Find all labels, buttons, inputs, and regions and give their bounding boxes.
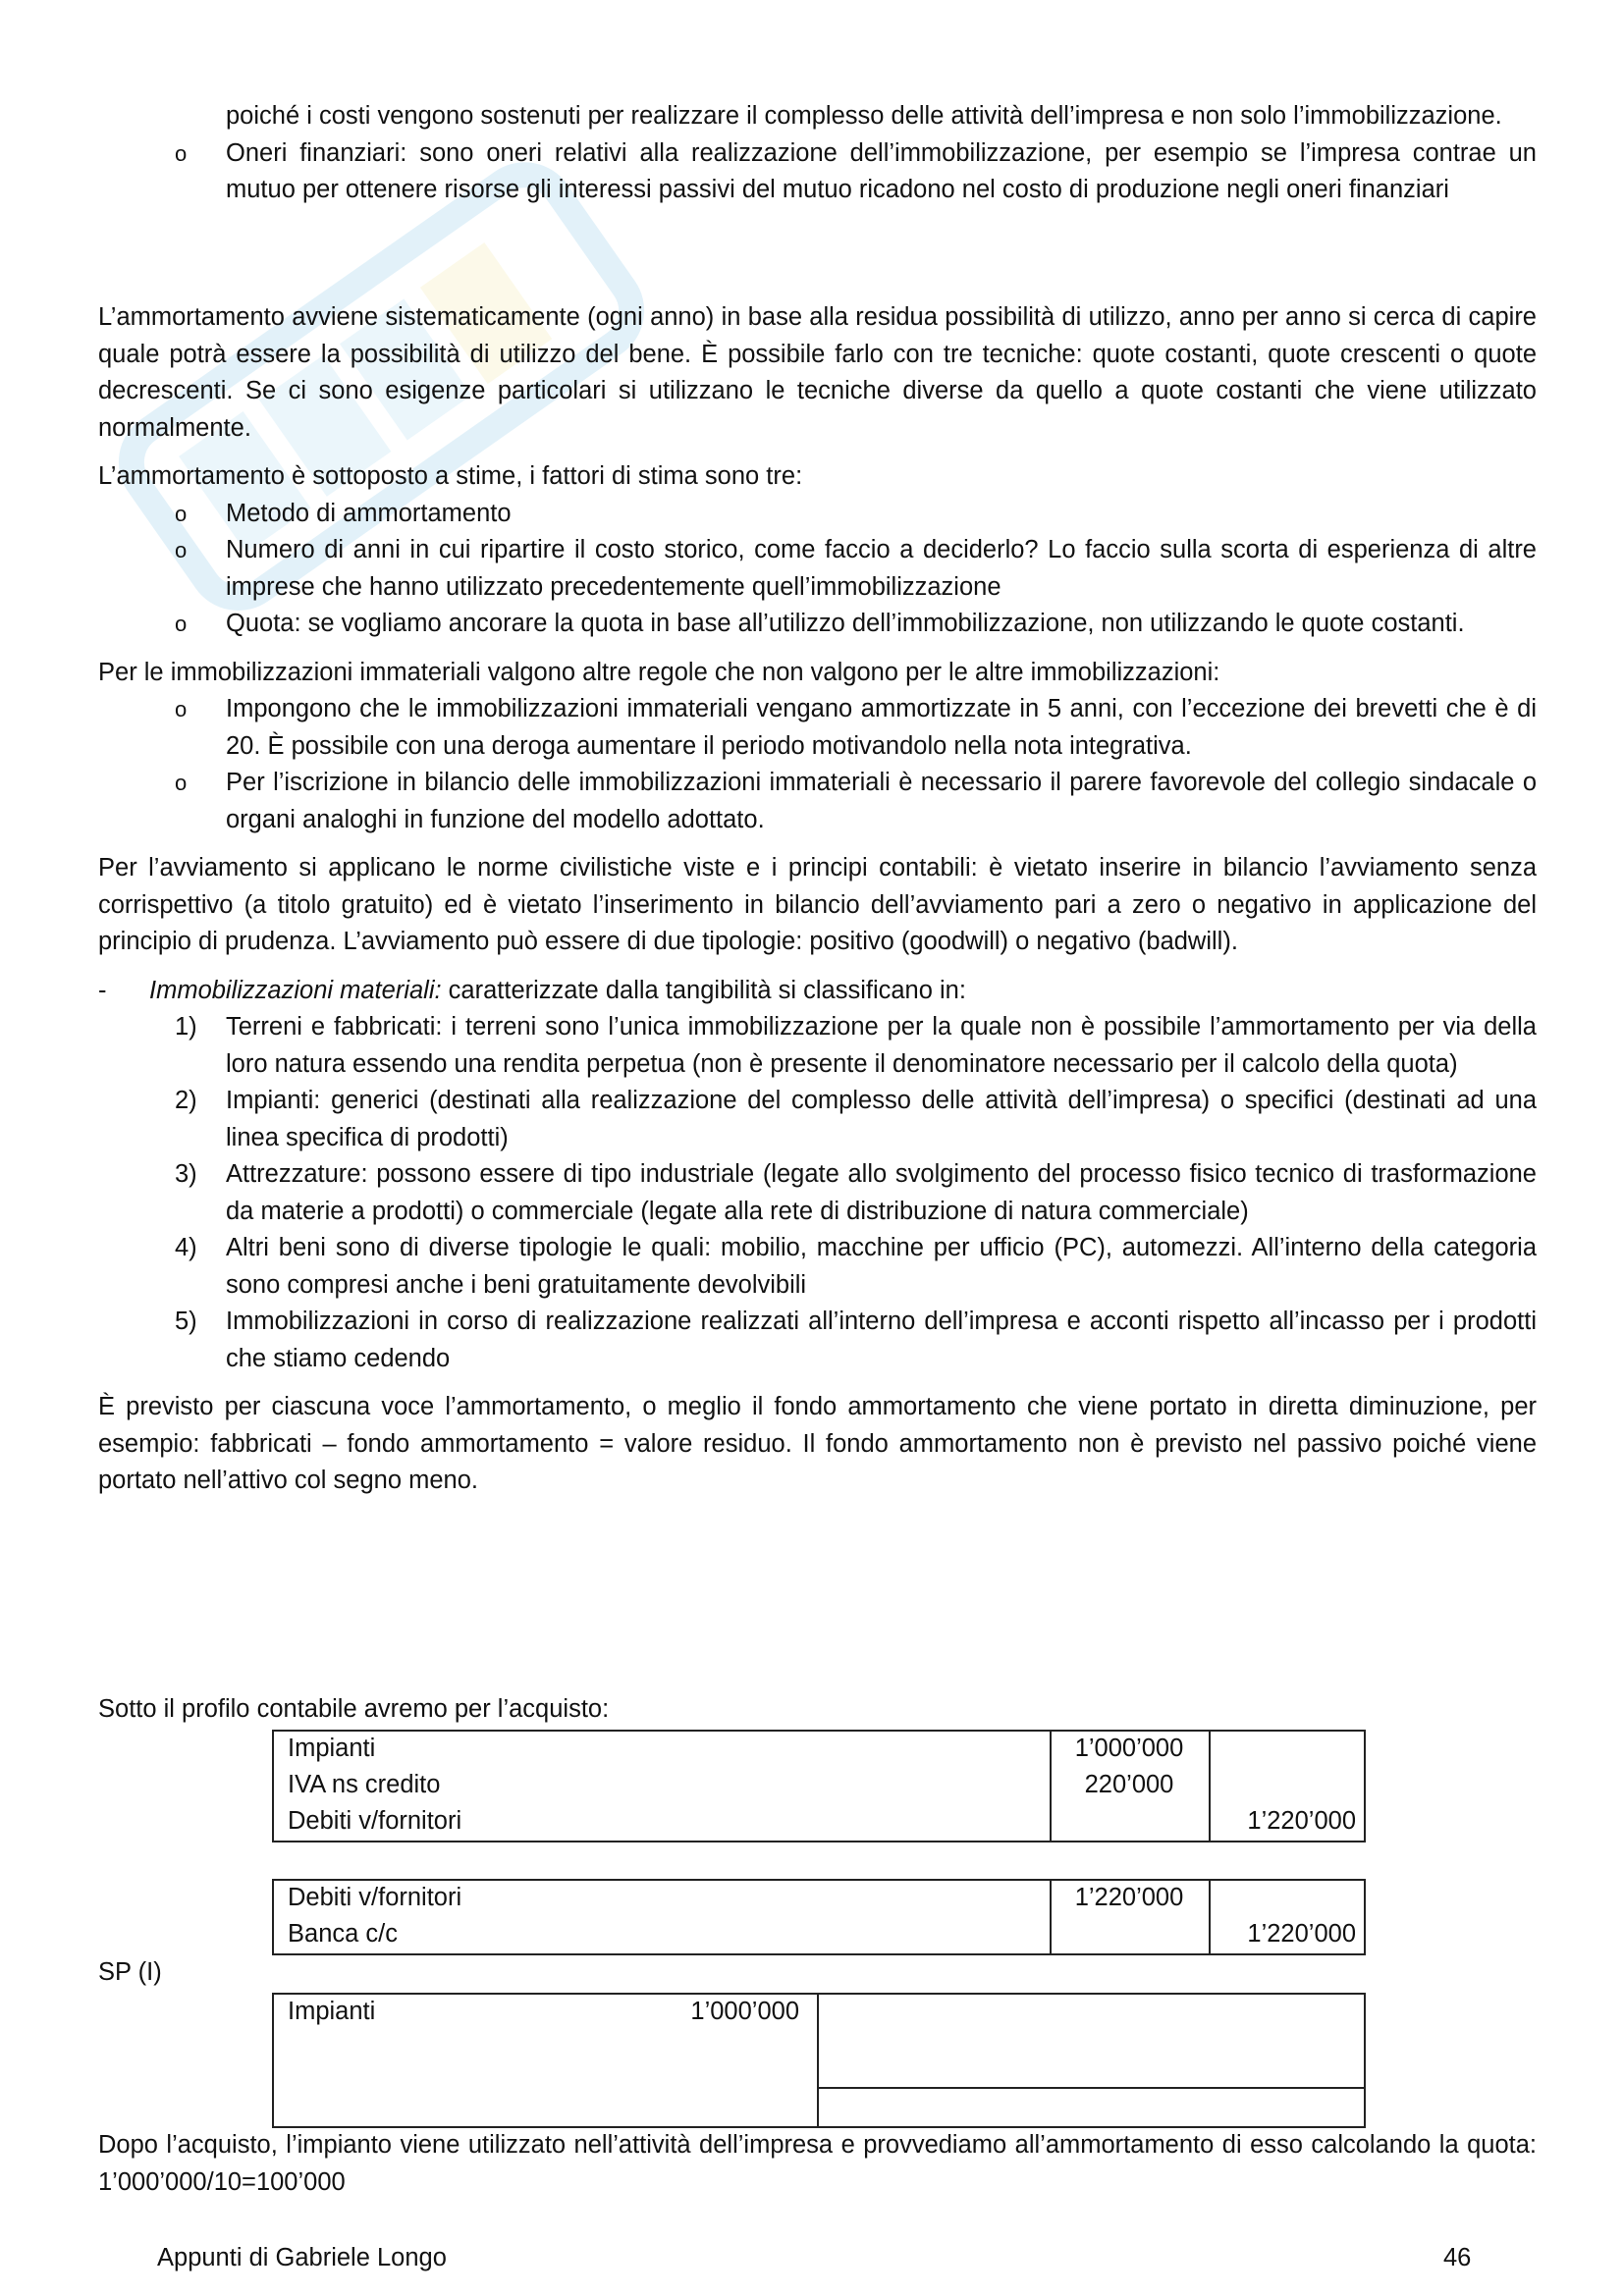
list-item — [98, 691, 1537, 765]
list-item-text: Impianti: generici (destinati alla realizzazione del complesso delle attività dell’impresa) o specifici (destinati ad una linea specifica di prodotti) — [226, 1087, 1537, 1151]
debit-amount: 1’220’000 — [1074, 1884, 1184, 1911]
paragraph-stime: L’ammortamento è sottoposto a stime, i fattori di stima sono tre: — [98, 462, 803, 490]
dash-marker: - — [98, 976, 107, 1004]
list-item — [98, 135, 1537, 209]
stime-list — [98, 496, 1537, 643]
materiali-heading — [98, 973, 1537, 1010]
materiali-title: Immobilizzazioni materiali: — [149, 976, 442, 1004]
bullet-icon: o — [175, 538, 188, 562]
list-number: 3) — [175, 1160, 197, 1188]
account-name: IVA ns credito — [288, 1771, 441, 1798]
paragraph-dopo: Dopo l’acquisto, l’impianto viene utilizzato nell’attività dell’impresa e provvediamo all’ammortamento di esso calcolando la quota: 1’000’000/10=100’000 — [98, 2131, 1537, 2196]
materiali-intro: caratterizzate dalla tangibilità si classificano in: — [441, 976, 966, 1004]
column-divider — [817, 1995, 819, 2126]
paragraph-acquisto: Sotto il profilo contabile avremo per l’acquisto: — [98, 1695, 610, 1723]
credit-amount: 1’220’000 — [1247, 1807, 1356, 1835]
bullet-icon: o — [175, 140, 188, 166]
list-item-text: Oneri finanziari: sono oneri relativi alla realizzazione dell’immobilizzazione, per esempio se l’impresa contrae un mutuo per ottenere risorse gli interessi passivi del mutuo ricadono nel costo di produzione negli oneri finanziari — [226, 138, 1537, 203]
list-item-text: Metodo di ammortamento — [226, 499, 512, 527]
bullet-icon: o — [175, 501, 188, 526]
credit-amount: 1’220’000 — [1247, 1920, 1356, 1948]
immateriali-list — [98, 691, 1537, 838]
list-item — [98, 1156, 1537, 1230]
list-item — [98, 1009, 1537, 1083]
list-item-text: Terreni e fabbricati: i terreni sono l’unica immobilizzazione per la quale non è possibile l’ammortamento per via della loro natura essendo una rendita perpetua (non è presente il denominatore necessario per il calcolo della quota) — [226, 1013, 1537, 1078]
t-account-impianti — [272, 1993, 1366, 2128]
list-number: 1) — [175, 1013, 197, 1041]
list-item-text: Immobilizzazioni in corso di realizzazione realizzati all’interno dell’impresa e acconti rispetto all’incasso per i prodotti che stiamo cedendo — [226, 1308, 1537, 1372]
account-name: Impianti — [288, 1998, 376, 2025]
list-item-text: Impongono che le immobilizzazioni immateriali vengano ammortizzate in 5 anni, con l’eccezione dei brevetti che è di 20. È possibile con una deroga aumentare il periodo motivandolo nella nota integrativa. — [226, 695, 1537, 760]
list-item — [98, 1230, 1537, 1304]
paragraph-ammortamento: L’ammortamento avviene sistematicamente (ogni anno) in base alla residua possibilità di utilizzo, anno per anno si cerca di capire quale potrà essere la possibilità di utilizzo del bene. È possibile farlo con tre tecniche: quote costanti, quote crescenti o quote decrescenti. Se ci sono esigenze particolari si utilizzano le tecniche diverse da quello a quote costanti che viene utilizzato normalmente. — [98, 303, 1537, 442]
list-item — [98, 606, 1537, 643]
bullet-icon: o — [175, 697, 188, 721]
journal-entry-payment — [272, 1879, 1366, 1955]
list-number: 2) — [175, 1087, 197, 1114]
materiali-list — [98, 1009, 1537, 1377]
list-item — [98, 1304, 1537, 1377]
intro-list — [98, 135, 1537, 209]
row-divider — [817, 2087, 1364, 2089]
debit-amount: 220’000 — [1084, 1771, 1174, 1798]
account-name: Impianti — [288, 1735, 376, 1762]
account-name: Debiti v/fornitori — [288, 1884, 462, 1911]
list-item — [98, 1083, 1537, 1156]
list-item-text: Attrezzature: possono essere di tipo industriale (legate allo svolgimento del processo fisico tecnico di trasformazione da materie a prodotti) o commerciale (legate alla rete di distribuzione di natura commerciale) — [226, 1160, 1537, 1225]
paragraph-fondo: È previsto per ciascuna voce l’ammortamento, o meglio il fondo ammortamento che viene portato in diretta diminuzione, per esempio: fabbricati – fondo ammortamento = valore residuo. Il fondo ammortamento non è previsto nel passivo poiché viene portato nell’attivo col segno meno. — [98, 1393, 1537, 1494]
list-number: 5) — [175, 1308, 197, 1335]
list-item — [98, 496, 1537, 533]
list-item — [98, 532, 1537, 606]
body-text — [98, 299, 1537, 1512]
paragraph-avviamento: Per l’avviamento si applicano le norme civilistiche viste e i principi contabili: è vietato inserire in bilancio l’avviamento senza corrispettivo (a titolo gratuito) ed è vietato l’inserimento in bilancio dell’avviamento pari a zero o negativo in applicazione del principio di prudenza. L’avviamento può essere di due tipologie: positivo (goodwill) o negativo (badwill). — [98, 854, 1537, 955]
list-item-text: Per l’iscrizione in bilancio delle immobilizzazioni immateriali è necessario il parere favorevole del collegio sindacale o organi analoghi in funzione del modello adottato. — [226, 769, 1537, 833]
journal-entry-purchase — [272, 1730, 1366, 1842]
sp-label: SP (I) — [98, 1958, 162, 1986]
footer-author: Appunti di Gabriele Longo — [157, 2244, 447, 2271]
list-item — [98, 765, 1537, 838]
list-number: 4) — [175, 1234, 197, 1261]
bullet-icon: o — [175, 771, 188, 795]
list-item-text: Numero di anni in cui ripartire il costo storico, come faccio a deciderlo? Lo faccio sulla scorta di esperienza di altre imprese che hanno utilizzato precedentemente quell’immobilizzazione — [226, 536, 1537, 601]
intro-continuation: poiché i costi vengono sostenuti per realizzare il complesso delle attività dell’impresa e non solo l’immobilizzazione. — [226, 102, 1502, 130]
debit-amount: 1’000’000 — [1074, 1735, 1184, 1762]
page-number: 46 — [1443, 2244, 1472, 2271]
debit-amount: 1’000’000 — [690, 1998, 799, 2025]
paragraph-immateriali: Per le immobilizzazioni immateriali valgono altre regole che non valgono per le altre immobilizzazioni: — [98, 658, 1220, 686]
list-item-text: Altri beni sono di diverse tipologie le quali: mobilio, macchine per ufficio (PC), automezzi. All’interno della categoria sono compresi anche i beni gratuitamente devolvibili — [226, 1234, 1537, 1299]
intro-section — [98, 98, 1537, 209]
account-name: Banca c/c — [288, 1920, 398, 1948]
account-name: Debiti v/fornitori — [288, 1807, 462, 1835]
list-item-text: Quota: se vogliamo ancorare la quota in base all’utilizzo dell’immobilizzazione, non utilizzando le quote costanti. — [226, 610, 1465, 637]
bullet-icon: o — [175, 612, 188, 636]
